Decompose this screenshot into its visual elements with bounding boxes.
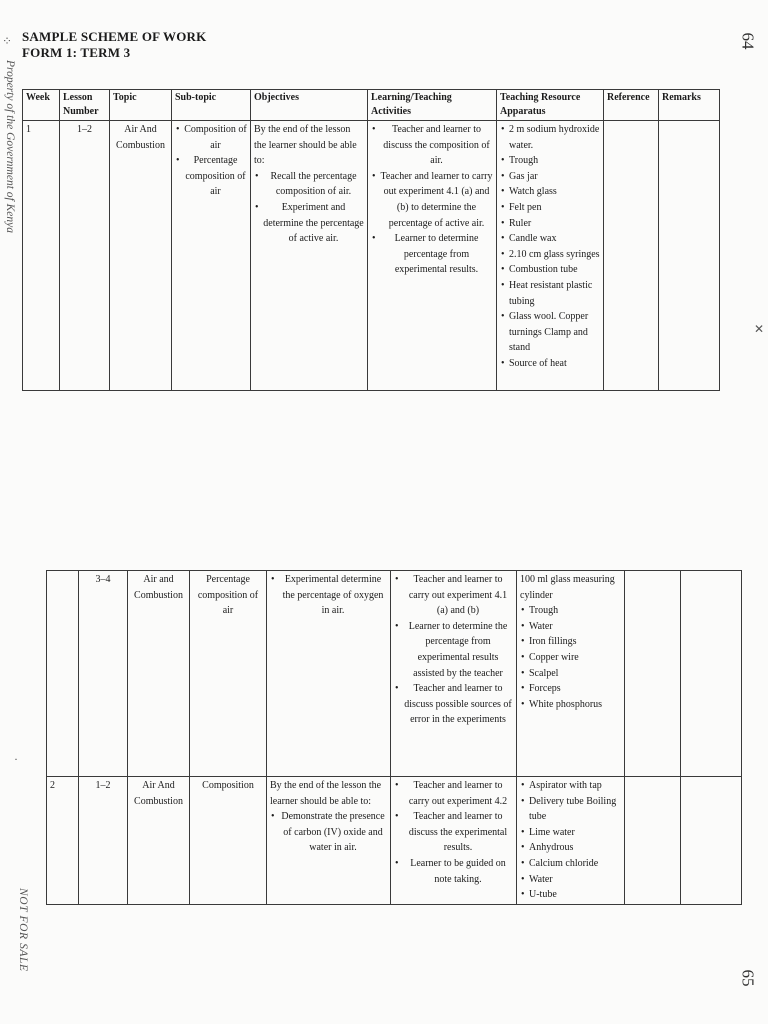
list-item: • Percentage composition of air (184, 153, 247, 200)
list-item: • Teacher and learner to carry out experiment 4.1 (a) and (b) to determine the percentage of active air. (380, 169, 493, 231)
list-item: • U-tube (529, 887, 621, 903)
list-item: • Copper wire (529, 650, 621, 666)
list-item: • Lime water (529, 825, 621, 841)
scheme-table-term3-part2 (46, 570, 742, 905)
resources-intro: 100 ml glass measuring cylinder (520, 574, 615, 601)
list-item: • Calcium chloride (529, 856, 621, 872)
list-item: • Demonstrate the presence of carbon (IV) oxide and water in air. (279, 809, 387, 856)
cell-activities (391, 777, 517, 905)
list-item: • Iron fillings (529, 634, 621, 650)
col-remarks: Remarks (659, 90, 720, 121)
list-item: • Learner to determine percentage from experimental results. (380, 231, 493, 278)
list-item: • Experimental determine the percentage of oxygen in air. (279, 572, 387, 619)
scan-mark-icon: · (14, 752, 18, 766)
cell-objectives (251, 121, 368, 391)
cell-topic: Air And Combustion (128, 777, 190, 905)
cell-week: 2 (47, 777, 79, 905)
cell-lesson: 3–4 (79, 571, 128, 777)
list-item: • Composition of air (184, 122, 247, 153)
list-item: • Delivery tube Boiling tube (529, 794, 621, 825)
scheme-table-term3-part1 (22, 89, 720, 391)
cell-topic: Air And Combustion (110, 121, 172, 391)
cell-reference (625, 571, 681, 777)
list-item: • Water (529, 872, 621, 888)
list-item: • Watch glass (509, 184, 600, 200)
cell-resources (517, 571, 625, 777)
list-item: • Teacher and learner to carry out experiment 4.1 (a) and (b) (403, 572, 513, 619)
col-topic: Topic (110, 90, 172, 121)
cell-subtopic (172, 121, 251, 391)
col-sub-topic: Sub-topic (172, 90, 251, 121)
side-text-property: Property of the Government of Kenya (4, 60, 16, 233)
table-row (47, 571, 742, 777)
col-reference: Reference (604, 90, 659, 121)
table-row (23, 121, 720, 391)
cell-reference (625, 777, 681, 905)
page-number-bottom: 65 (738, 969, 758, 987)
col-week: Week (23, 90, 60, 121)
page-number-top: 64 (738, 32, 758, 50)
list-item: • Heat resistant plastic tubing (509, 278, 600, 309)
col-resources: Teaching Resource Apparatus (497, 90, 604, 121)
list-item: • Teacher and learner to carry out experiment 4.2 (403, 778, 513, 809)
cell-lesson: 1–2 (79, 777, 128, 905)
objectives-intro: By the end of the lesson the learner should be able to: (270, 780, 382, 807)
list-item: • Learner to determine the percentage from experimental results assisted by the teacher (403, 619, 513, 681)
list-item: • Teacher and learner to discuss the composition of air. (380, 122, 493, 169)
cell-reference (604, 121, 659, 391)
list-item: • Teacher and learner to discuss the experimental results. (403, 809, 513, 856)
list-item: • Forceps (529, 681, 621, 697)
cell-remarks (659, 121, 720, 391)
list-item: • Glass wool. Copper turnings Clamp and stand (509, 309, 600, 356)
table-row (47, 777, 742, 905)
list-item: • Trough (529, 603, 621, 619)
objectives-intro: By the end of the lesson the learner should be able to: (254, 124, 357, 167)
list-item: • White phosphorus (529, 697, 621, 713)
list-item: • Experiment and determine the percentage of active air. (263, 200, 364, 247)
list-item: • Source of heat (509, 356, 600, 372)
cell-activities (368, 121, 497, 391)
col-lesson-number: Lesson Number (60, 90, 110, 121)
cell-resources (517, 777, 625, 905)
col-activities: Learning/Teaching Activities (368, 90, 497, 121)
cell-lesson: 1–2 (60, 121, 110, 391)
cell-week: 1 (23, 121, 60, 391)
list-item: • 2.10 cm glass syringes (509, 247, 600, 263)
cell-subtopic: Composition (190, 777, 267, 905)
scan-mark-icon: ✕ (754, 322, 765, 336)
list-item: • Recall the percentage composition of air. (263, 169, 364, 200)
cell-week (47, 571, 79, 777)
cell-remarks (681, 777, 742, 905)
list-item: • Anhydrous (529, 840, 621, 856)
list-item: • Trough (509, 153, 600, 169)
cell-objectives (267, 777, 391, 905)
list-item: • Felt pen (509, 200, 600, 216)
document-title: SAMPLE SCHEME OF WORK (22, 29, 207, 44)
list-item: • Teacher and learner to discuss possible sources of error in the experiments (403, 681, 513, 728)
list-item: • Aspirator with tap (529, 778, 621, 794)
cell-activities (391, 571, 517, 777)
list-item: • Ruler (509, 216, 600, 232)
cell-objectives (267, 571, 391, 777)
cell-topic: Air and Combustion (128, 571, 190, 777)
list-item: • Water (529, 619, 621, 635)
scan-mark-icon: ⁘ (2, 34, 13, 48)
list-item: • Candle wax (509, 231, 600, 247)
list-item: • 2 m sodium hydroxide water. (509, 122, 600, 153)
cell-resources (497, 121, 604, 391)
list-item: • Combustion tube (509, 262, 600, 278)
list-item: • Scalpel (529, 666, 621, 682)
list-item: • Gas jar (509, 169, 600, 185)
side-text-not-for-sale: NOT FOR SALE (17, 888, 29, 972)
document-subtitle: FORM 1: TERM 3 (22, 45, 131, 60)
cell-subtopic: Percentage composition of air (190, 571, 267, 777)
col-objectives: Objectives (251, 90, 368, 121)
cell-remarks (681, 571, 742, 777)
list-item: • Learner to be guided on note taking. (403, 856, 513, 887)
table-header-row (23, 90, 720, 121)
